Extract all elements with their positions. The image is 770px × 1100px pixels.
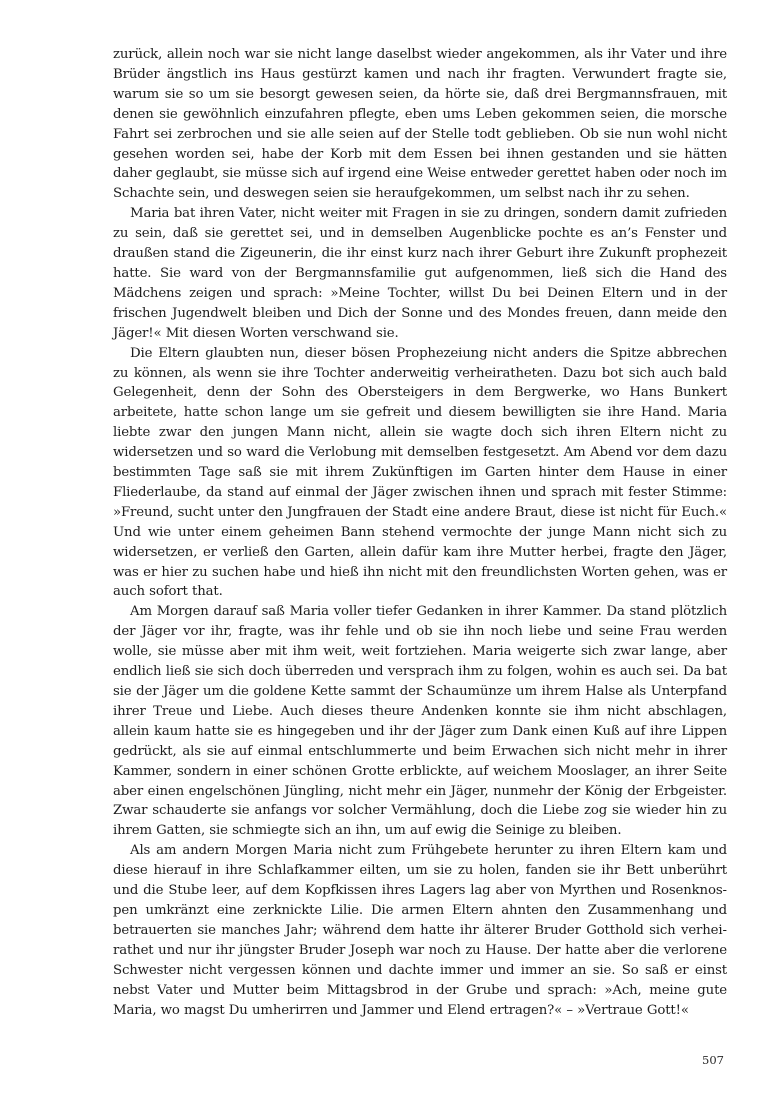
paragraph-1: zurück, allein noch war sie nicht lange daselbst wieder angekommen, als ihr Vater und ihre Brüder ängstlich ins Haus gestürzt kamen und nach ihr fragten. Verwundert fragte sie, warum sie so um sie besorgt gewesen seien, da hörte sie, daß drei Bergmannsfrauen, mit denen sie gewöhnlich einzufahren pflegte, eben ums Leben gekommen seien, die morsche Fahrt sei zerbrochen und sie alle seien auf der Stelle todt geblieben. Ob sie nun wohl nicht gesehen worden sei, habe der Korb mit dem Essen bei ihnen gestanden und sie hätten daher geglaubt, sie müsse sich auf irgend eine Weise entweder gerettet haben oder noch im Schachte sein, und deswegen seien sie heraufgekommen, um selbst nach ihr zu sehen. bbox=[113, 47, 727, 202]
page-number: 507 bbox=[702, 1053, 724, 1067]
text-block bbox=[113, 45, 727, 1045]
paragraph-2: Maria bat ihren Vater, nicht weiter mit Fragen in sie zu dringen, sondern damit zufrieden zu sein, daß sie gerettet sei, und in demselben Augenblicke pochte es an’s Fenster und draußen stand die Zigeunerin, die ihr einst kurz nach ihrer Geburt ihre Zukunft prophezeit hatte. Sie ward von der Bergmannsfamilie gut aufgenommen, ließ sich die Hand des Mädchens zeigen und sprach: »Meine Tochter, willst Du bei Deinen Eltern und in der frischen Jugendwelt bleiben und Dich der Sonne und des Mondes freuen, dann meide den Jäger!« Mit diesen Worten verschwand sie. bbox=[113, 206, 727, 341]
paragraph-3: Die Eltern glaubten nun, dieser bösen Prophezeiung nicht anders die Spitze abbrechen zu können, als wenn sie ihre Tochter anderweitig verheiratheten. Dazu bot sich auch bald Gelegenheit, denn der Sohn des Obersteigers in dem Bergwerke, wo Hans Bunkert arbeitete, hatte schon lange um sie gefreit und diesem bewilligten sie ihre Hand. Maria liebte zwar den jungen Mann nicht, allein sie wagte doch sich ihren Eltern nicht zu widersetzen und so ward die Verlobung mit demselben festgesetzt. Am Abend vor dem dazu bestimmten Tage saß sie mit ihrem Zukünftigen im Garten hinter dem Hause in einer Fliederlaube, da stand auf einmal der Jäger zwischen ihnen und sprach mit fester Stimme: »Freund, sucht unter den Jungfrauen der Stadt eine andere Braut, diese ist nicht für Euch.« Und wie unter einem geheimen Bann stehend vermochte der junge Mann nicht sich zu widersetzen, er verließ den Garten, allein dafür kam ihre Mutter herbei, fragte den Jäger, was er hier zu suchen habe und hieß ihn nicht mit den freundlichsten Worten gehen, was er auch sofort that. bbox=[113, 345, 727, 600]
paragraph-4: Am Morgen darauf saß Maria voller tiefer Gedanken in ihrer Kammer. Da stand plötzlich der Jäger vor ihr, fragte, was ihr fehle und ob sie ihn noch liebe und seine Frau werden wolle, sie müsse aber mit ihm weit, weit fortziehen. Maria weigerte sich zwar lange, aber endlich ließ sie sich doch überreden und versprach ihm zu folgen, wohin es auch sei. Da bat sie der Jäger um die goldene Kette sammt der Schaumünze um ihrem Halse als Unterpfand ihrer Treue und Liebe. Auch dieses theure Andenken konnte sie ihm nicht abschlagen, allein kaum hatte sie es hingegeben und ihr der Jäger zum Dank einen Kuß auf ihre Lippen gedrückt, als sie auf einmal entschlummerte und beim Erwachen sich nicht mehr in ihrer Kammer, sondern in einer schönen Grotte erblickte, auf weichem Mooslager, an ihrer Seite aber einen engelschönen Jüngling, nicht mehr ein Jäger, nunmehr der König der Erbgeister. Zwar schauderte sie anfangs vor solcher Vermählung, doch die Liebe zog sie wieder hin zu ihrem Gatten, sie schmiegte sich an ihn, um auf ewig die Seinige zu bleiben. bbox=[113, 604, 727, 839]
body-text bbox=[113, 45, 727, 1020]
paragraph-5: Als am andern Morgen Maria nicht zum Frühgebete herunter zu ihren Eltern kam und diese hierauf in ihre Schlafkammer eilten, um sie zu holen, fanden sie ihr Bett unberührt und die Stube leer, auf dem Kopfkissen ihres Lagers lag aber von Myrthen und Rosenknospen umkränzt eine zerknickte Lilie. Die armen Eltern ahnten den Zusammenhang und betrauerten sie manches Jahr; während dem hatte ihr älterer Bruder Gotthold sich verheirathet und nur ihr jüngster Bruder Joseph war noch zu Hause. Der hatte aber die verlorene Schwester nicht vergessen können und dachte immer und immer an sie. So saß er einst nebst Vater und Mutter beim Mittagsbrod in der Grube und sprach: »Ach, meine gute Maria, wo magst Du umherirren und Jammer und Elend ertragen?« – »Vertraue Gott!« bbox=[113, 843, 727, 1018]
